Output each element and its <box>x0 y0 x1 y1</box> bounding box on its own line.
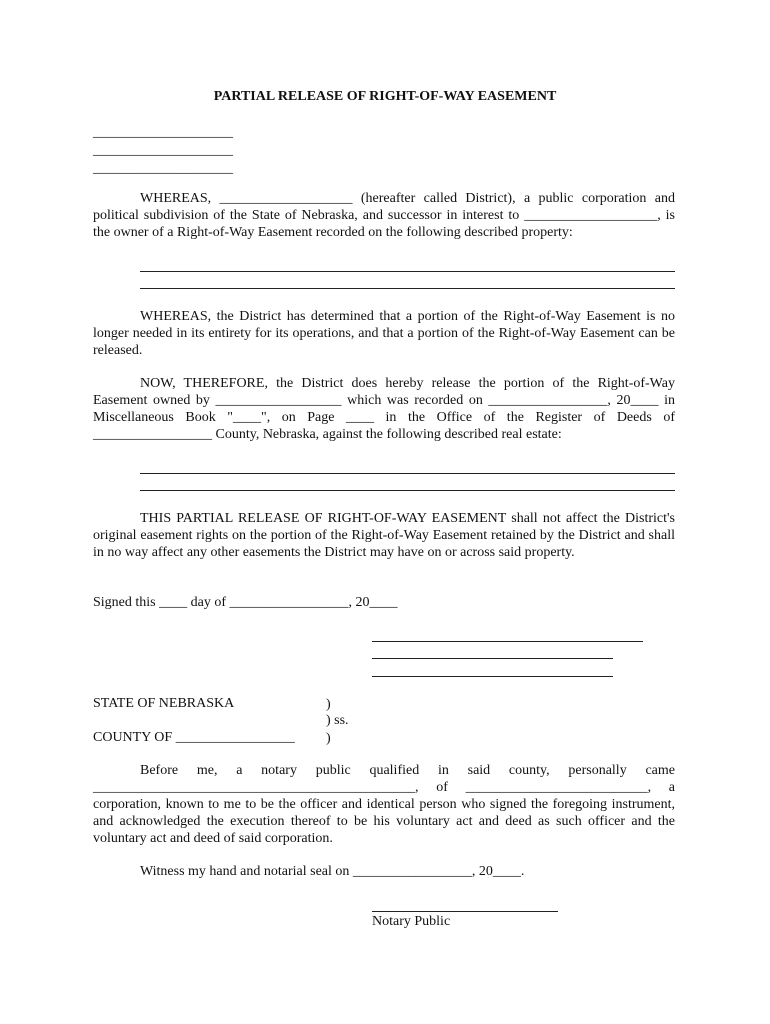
notary-signature-line <box>372 911 558 912</box>
venue-county: COUNTY OF _________________ <box>93 730 295 745</box>
notary-public-label: Notary Public <box>372 914 451 929</box>
whereas-paragraph-1 <box>93 190 675 241</box>
signature-line-1 <box>372 641 643 642</box>
property-description-line-2 <box>140 288 675 289</box>
document-title: PARTIAL RELEASE OF RIGHT-OF-WAY EASEMENT <box>213 89 557 104</box>
whereas-paragraph-2 <box>93 308 675 359</box>
real-estate-description-line-1 <box>140 473 675 474</box>
header-blank-1: ____________________ <box>93 125 233 140</box>
signature-line-2 <box>372 658 613 659</box>
whereas-paragraph-2-text: WHEREAS, the District has determined that a portion of the Right-of-Way Easement is no longer needed in its entirety for its operations, and that a portion of the Right-of-Way Easement can be released. <box>93 309 675 358</box>
whereas-paragraph-1-text: WHEREAS, ___________________ (hereafter called District), a public corporation and political subdivision of the State of Nebraska, and successor in interest to ___________________, is the owner of a Right-of-Way Easement recorded on the following described property: <box>93 191 675 240</box>
signed-date-line: Signed this ____ day of _________________, 20____ <box>93 595 398 610</box>
release-effect-text: THIS PARTIAL RELEASE OF RIGHT-OF-WAY EASEMENT shall not affect the District's original easement rights on the portion of the Right-of-Way Easement retained by the District and shall in no way affect any other easements the District may have on or across said property. <box>93 511 675 560</box>
header-blank-3: ____________________ <box>93 161 233 176</box>
release-effect-paragraph <box>93 510 675 561</box>
signature-line-3 <box>372 676 613 677</box>
now-therefore-paragraph <box>93 375 675 443</box>
venue-paren-bottom: ) <box>326 731 331 746</box>
venue-ss: ) ss. <box>326 713 349 728</box>
venue-state: STATE OF NEBRASKA <box>93 696 235 711</box>
property-description-line-1 <box>140 271 675 272</box>
notary-acknowledgment-text: Before me, a notary public qualified in said county, personally came ______________________________________________, of __________________________, a corporation, known to me to be the officer and identical person who signed the foregoing instrument, and acknowledged the execution thereof to be his voluntary act and deed as such officer and the voluntary act and deed of said corporation. <box>93 763 675 846</box>
now-therefore-text: NOW, THEREFORE, the District does hereby release the portion of the Right-of-Way Easement owned by __________________ which was recorded on _________________, 20____ in Miscellaneous Book "____", on Page ____ in the Office of the Register of Deeds of _________________ County, Nebraska, against the following described real estate: <box>93 376 675 442</box>
notary-acknowledgment-paragraph <box>93 762 675 847</box>
header-blank-2: ____________________ <box>93 143 233 158</box>
witness-line: Witness my hand and notarial seal on _________________, 20____. <box>140 864 525 879</box>
venue-paren-top: ) <box>326 697 331 712</box>
real-estate-description-line-2 <box>140 490 675 491</box>
